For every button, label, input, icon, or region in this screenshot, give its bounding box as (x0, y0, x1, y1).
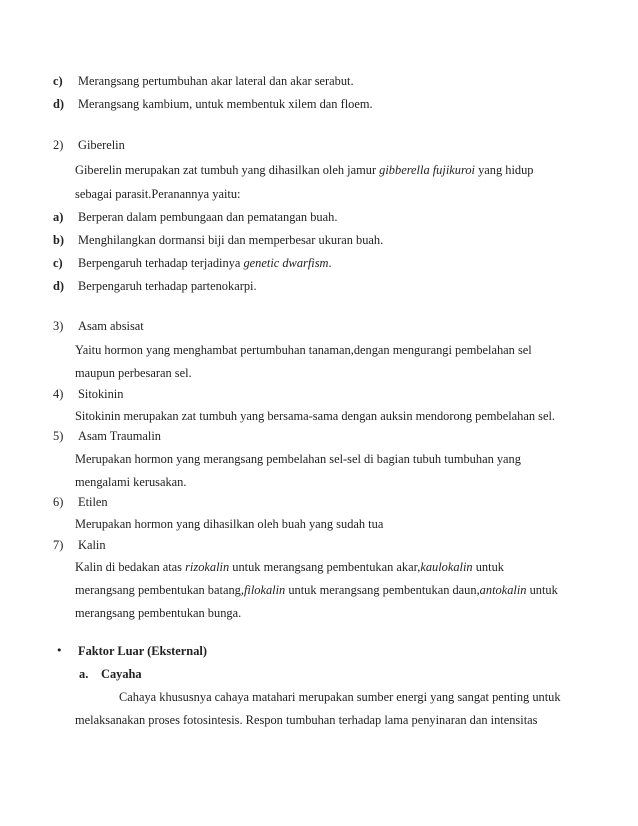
section-heading: Sitokinin (78, 387, 124, 401)
paragraph-line: Yaitu hormon yang menghambat pertumbuhan tanaman,dengan mengurangi pembelahan sel (75, 343, 532, 357)
section-heading: Asam Traumalin (78, 429, 161, 443)
section-heading: Faktor Luar (Eksternal) (78, 644, 207, 658)
section-heading: Giberelin (78, 138, 125, 152)
paragraph-line: Merupakan hormon yang dihasilkan oleh buah yang sudah tua (75, 517, 384, 531)
list-marker: d) (53, 279, 65, 293)
paragraph-line: mengalami kerusakan. (75, 475, 187, 489)
bullet-icon: • (56, 644, 63, 657)
paragraph-line: sebagai parasit.Peranannya yaitu: (75, 187, 241, 201)
paragraph-line: Giberelin merupakan zat tumbuh yang dihasilkan oleh jamur gibberella fujikuroi yang hidup (75, 163, 534, 177)
species-name: gibberella fujikuroi (379, 163, 475, 177)
subsection-marker: a. (79, 667, 89, 681)
list-item-text: Menghilangkan dormansi biji dan memperbesar ukuran buah. (78, 233, 384, 247)
list-item-text: Berpengaruh terhadap terjadinya genetic dwarfism. (78, 256, 332, 270)
paragraph-line: maupun perbesaran sel. (75, 366, 192, 380)
section-number: 3) (53, 319, 64, 333)
paragraph-line: Merupakan hormon yang merangsang pembelahan sel-sel di bagian tubuh tumbuhan yang (75, 452, 521, 466)
section-number: 6) (53, 495, 64, 509)
subsection-heading: Cayaha (101, 667, 142, 681)
list-item-text: Merangsang pertumbuhan akar lateral dan akar serabut. (78, 74, 354, 88)
list-marker: c) (53, 74, 63, 88)
paragraph-line: melaksanakan proses fotosintesis. Respon tumbuhan terhadap lama penyinaran dan intensitas (75, 713, 538, 727)
list-item-text: Merangsang kambium, untuk membentuk xilem dan floem. (78, 97, 373, 111)
paragraph-line: merangsang pembentukan bunga. (75, 606, 242, 620)
paragraph-line: merangsang pembentukan batang,filokalin untuk merangsang pembentukan daun,antokalin untuk (75, 583, 558, 597)
section-heading: Etilen (78, 495, 108, 509)
list-item-text: Berpengaruh terhadap partenokarpi. (78, 279, 257, 293)
section-number: 7) (53, 538, 64, 552)
paragraph-line: Cahaya khususnya cahaya matahari merupakan sumber energi yang sangat penting untuk (119, 690, 561, 704)
section-number: 4) (53, 387, 64, 401)
paragraph-line: Kalin di bedakan atas rizokalin untuk merangsang pembentukan akar,kaulokalin untuk (75, 560, 504, 574)
section-heading: Asam absisat (78, 319, 144, 333)
list-marker: a) (53, 210, 64, 224)
list-marker: c) (53, 256, 63, 270)
list-item-text: Berperan dalam pembungaan dan pematangan buah. (78, 210, 338, 224)
section-number: 5) (53, 429, 64, 443)
section-heading: Kalin (78, 538, 106, 552)
list-marker: b) (53, 233, 65, 247)
list-marker: d) (53, 97, 65, 111)
section-number: 2) (53, 138, 64, 152)
paragraph-line: Sitokinin merupakan zat tumbuh yang bersama-sama dengan auksin mendorong pembelahan sel. (75, 409, 556, 423)
